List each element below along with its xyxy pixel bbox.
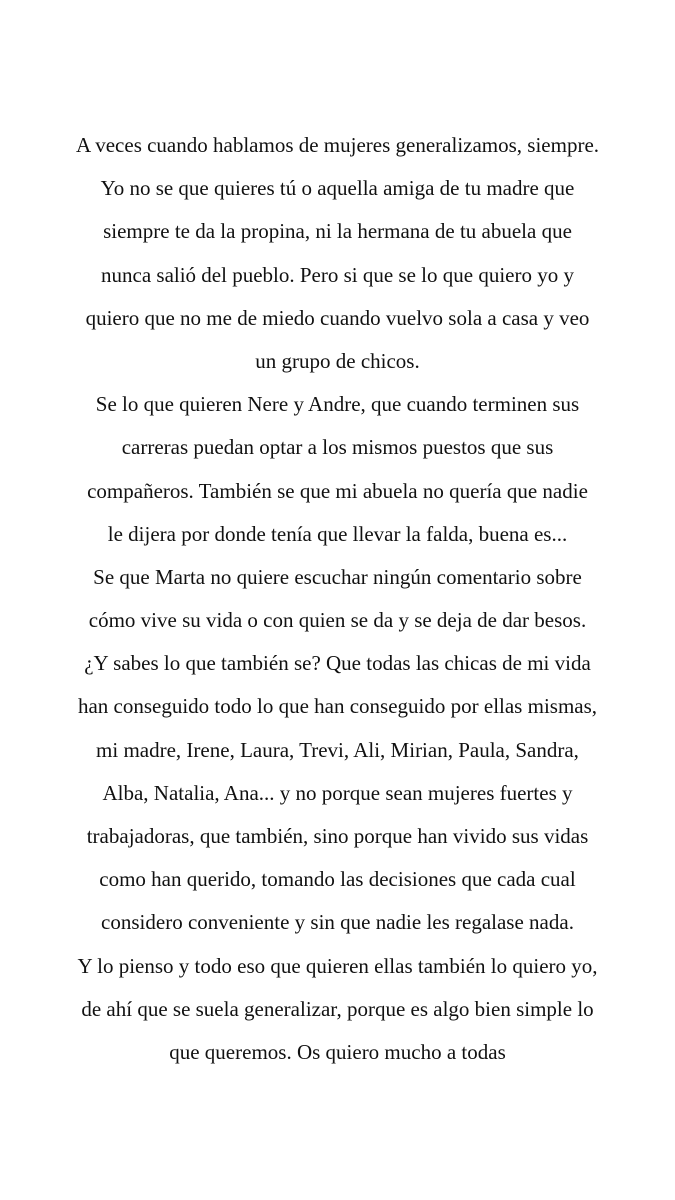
text-line: Yo no se que quieres tú o aquella amiga de tu madre que — [100, 176, 575, 201]
text-line: nunca salió del pueblo. Pero si que se lo que quiero yo y — [101, 262, 574, 287]
text-line: siempre te da la propina, ni la hermana de tu abuela que — [103, 219, 572, 244]
text-line: quiero que no me de miedo cuando vuelvo sola a casa y veo — [85, 305, 590, 330]
text-line: que queremos. Os quiero mucho a todas — [169, 1039, 506, 1064]
text-line: un grupo de chicos. — [255, 348, 420, 373]
text-line: compañeros. También se que mi abuela no quería que nadie — [87, 478, 588, 503]
text-line: le dijera por donde tenía que llevar la falda, buena es... — [107, 521, 568, 546]
text-line: mi madre, Irene, Laura, Trevi, Ali, Mirian, Paula, Sandra, — [96, 737, 579, 762]
text-line: de ahí que se suela generalizar, porque es algo bien simple lo — [81, 996, 594, 1021]
text-line: como han querido, tomando las decisiones que cada cual — [99, 867, 576, 892]
text-line: han conseguido todo lo que han conseguido por ellas mismas, — [77, 694, 598, 719]
text-line: Alba, Natalia, Ana... y no porque sean mujeres fuertes y — [102, 780, 573, 805]
text-line: Se que Marta no quiere escuchar ningún comentario sobre — [93, 564, 582, 589]
text-line: carreras puedan optar a los mismos puestos que sus — [121, 435, 554, 460]
text-line: A veces cuando hablamos de mujeres generalizamos, siempre. — [75, 133, 600, 157]
text-line: trabajadoras, que también, sino porque han vivido sus vidas — [86, 824, 589, 848]
text-block — [0, 124, 675, 1074]
text-line: Y lo pienso y todo eso que quieren ellas también lo quiero yo, — [77, 953, 598, 978]
text-line: Se lo que quieren Nere y Andre, que cuando terminen sus — [95, 392, 580, 417]
text-line: cómo vive su vida o con quien se da y se deja de dar besos. — [88, 608, 587, 633]
text-line: considero conveniente y sin que nadie les regalase nada. — [101, 910, 574, 935]
text-line: ¿Y sabes lo que también se? Que todas las chicas de mi vida — [84, 651, 591, 676]
